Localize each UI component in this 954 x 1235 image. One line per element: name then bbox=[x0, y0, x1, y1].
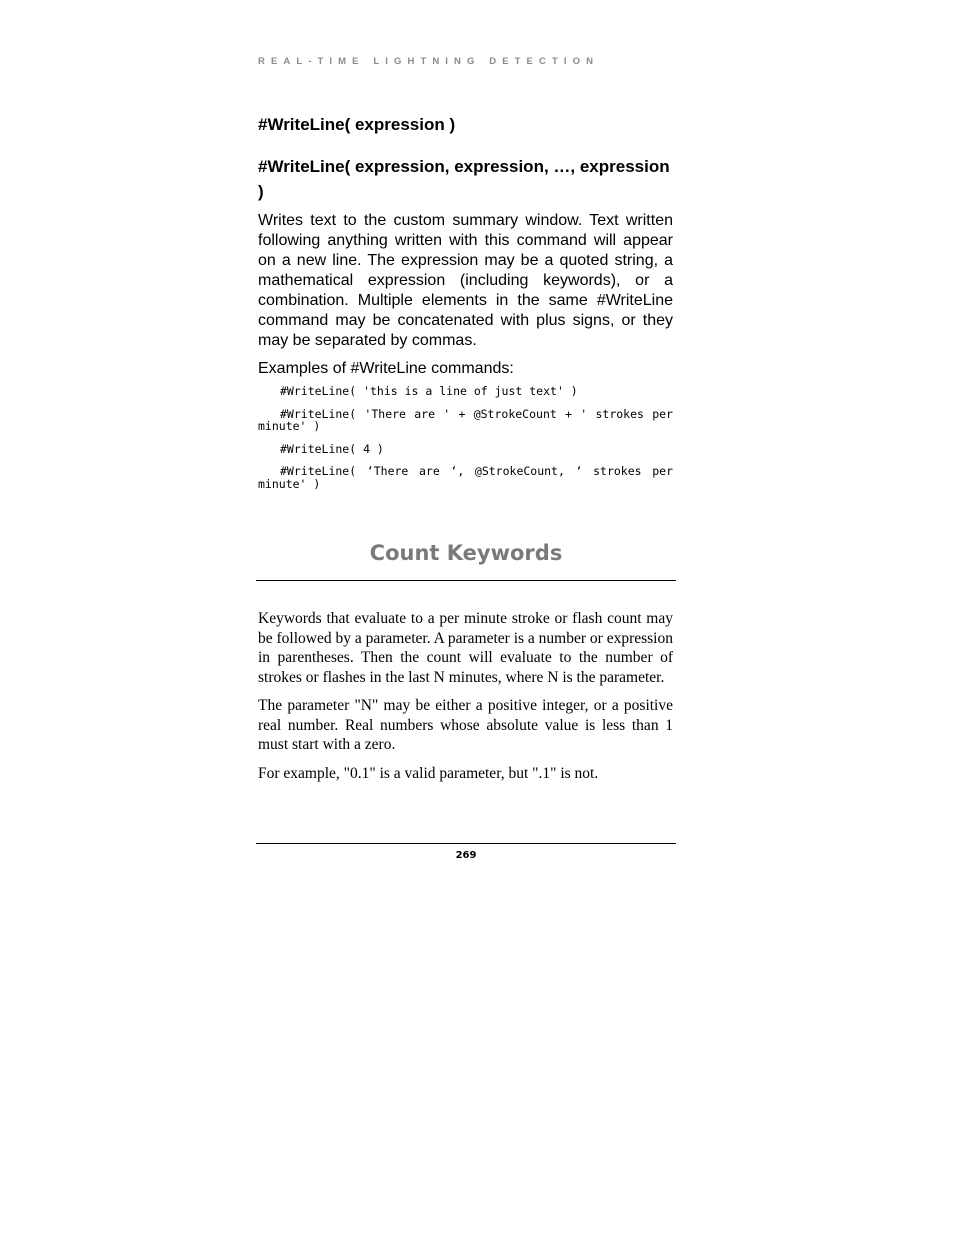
code-example: #WriteLine( ‘There are ‘, @StrokeCount, ‘ strokes per minute' ) bbox=[258, 464, 673, 491]
body-paragraph: Keywords that evaluate to a per minute stroke or flash count may be followed by a parameter. A parameter is a number or expression in parentheses. Then the count will evaluate to the number of strokes or flashes in the last N minutes, where N is the parameter. bbox=[258, 610, 673, 686]
command-heading-single: #WriteLine( expression ) bbox=[258, 115, 456, 134]
body-paragraph: The parameter "N" may be either a positive integer, or a positive real number. Real numbers whose absolute value is less than 1 must start with a zero. bbox=[258, 697, 673, 753]
page-number: 269 bbox=[455, 850, 477, 861]
running-header: REAL-TIME LIGHTNING DETECTION bbox=[258, 56, 600, 67]
command-section bbox=[258, 112, 673, 500]
count-keywords-body bbox=[258, 609, 673, 792]
footer-divider bbox=[256, 843, 676, 844]
command-heading-multiple: #WriteLine( expression, expression, …, expression ) bbox=[258, 157, 670, 201]
section-divider bbox=[256, 580, 676, 581]
code-example: #WriteLine( 4 ) bbox=[280, 441, 384, 456]
code-example: #WriteLine( 'There are ' + @StrokeCount + ' strokes per minute' ) bbox=[258, 406, 673, 433]
section-title: Count Keywords bbox=[369, 541, 563, 565]
examples-label: Examples of #WriteLine commands: bbox=[258, 360, 514, 377]
command-description: Writes text to the custom summary window. Text written following anything written with this command will appear on a new line. The expression may be a quoted string, a mathematical expression (including keywords), or a combination. Multiple elements in the same #WriteLine command may be concatenated with plus signs, or they may be separated by commas. bbox=[258, 212, 673, 349]
code-example-list bbox=[258, 385, 673, 490]
body-paragraph: For example, "0.1" is a valid parameter, but ".1" is not. bbox=[258, 764, 599, 782]
code-example: #WriteLine( 'this is a line of just text' ) bbox=[280, 384, 578, 398]
